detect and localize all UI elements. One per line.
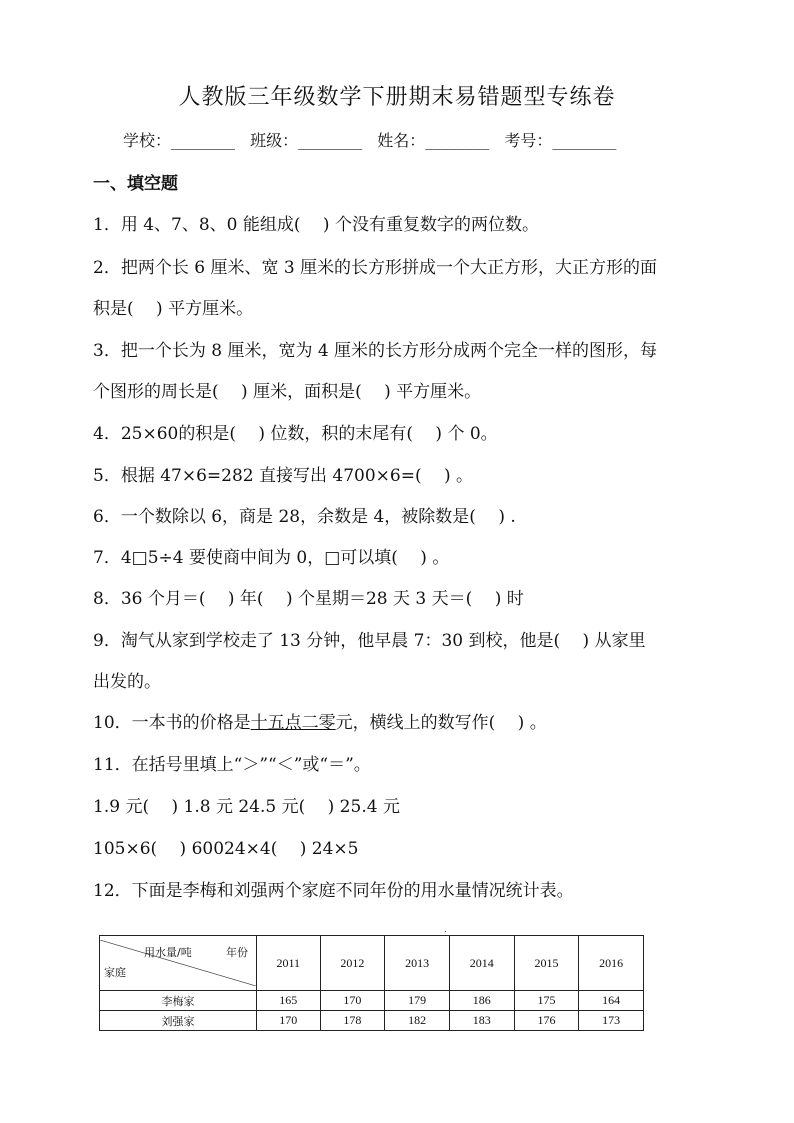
question-10-prefix: 10．一本书的价格是 [93, 713, 251, 733]
value-cell: 173 [579, 1011, 644, 1031]
table-row [100, 1011, 644, 1031]
question-10-underlined: 十五点二零 [250, 713, 336, 733]
question-1: 1．用 4、7、8、0 能组成( ) 个没有重复数字的两位数。 [93, 215, 539, 235]
value-cell: 175 [514, 991, 579, 1011]
water-usage-table [99, 935, 644, 1031]
value-cell: 178 [320, 1011, 385, 1031]
value-cell: 179 [385, 991, 450, 1011]
header-year-label: 年份 [226, 946, 248, 960]
value-cell: 182 [385, 1011, 450, 1031]
page-title: 人教版三年级数学下册期末易错题型专练卷 [178, 85, 616, 110]
year-cell: 2013 [385, 936, 450, 991]
value-cell: 165 [257, 991, 321, 1011]
table-header-row [100, 936, 644, 991]
value-cell: 183 [449, 1011, 514, 1031]
class-field: 班级：________ [250, 131, 363, 150]
year-cell: 2014 [449, 936, 514, 991]
number-field: 考号：________ [504, 131, 617, 150]
header-family-label: 家庭 [104, 966, 126, 980]
student-info-line [123, 128, 626, 151]
name-field: 姓名：________ [377, 131, 490, 150]
header-water-label: 用水量/吨 [144, 946, 192, 960]
question-6: 6．一个数除以 6，商是 28，余数是 4，被除数是( ) . [93, 507, 516, 527]
school-field: 学校：________ [123, 131, 236, 150]
question-9-line-1: 9．淘气从家到学校走了 13 分钟，他早晨 7：30 到校，他是( ) 从家里 [93, 631, 646, 651]
question-11-row-1: 1.9 元( ) 1.8 元 24.5 元( ) 25.4 元 [93, 797, 400, 817]
header-diagonal-cell [100, 936, 257, 991]
family-cell: 刘强家 [100, 1011, 257, 1031]
question-8: 8．36 个月＝( ) 年( ) 个星期＝28 天 3 天＝( ) 时 [93, 589, 524, 609]
stray-dot: . [444, 925, 447, 934]
value-cell: 170 [320, 991, 385, 1011]
question-3-line-2: 个图形的周长是( ) 厘米，面积是( ) 平方厘米。 [93, 382, 482, 402]
year-cell: 2012 [320, 936, 385, 991]
question-10-suffix: 元，横线上的数写作( ) 。 [335, 713, 547, 733]
question-7: 7．4□5÷4 要使商中间为 0，□可以填( ) 。 [93, 548, 450, 568]
question-4: 4．25×60的积是( ) 位数，积的末尾有( ) 个 0。 [93, 424, 498, 444]
question-12: 12．下面是李梅和刘强两个家庭不同年份的用水量情况统计表。 [93, 881, 574, 901]
value-cell: 186 [449, 991, 514, 1011]
year-cell: 2016 [579, 936, 644, 991]
question-9-line-2: 出发的。 [93, 672, 161, 692]
year-cell: 2015 [514, 936, 579, 991]
question-5: 5．根据 47×6=282 直接写出 4700×6=( ) 。 [93, 466, 474, 486]
section-heading: 一、填空题 [93, 174, 178, 194]
family-cell: 李梅家 [100, 991, 257, 1011]
value-cell: 164 [579, 991, 644, 1011]
question-3-line-1: 3．把一个长为 8 厘米，宽为 4 厘米的长方形分成两个完全一样的图形，每 [93, 341, 658, 361]
question-2-line-1: 2．把两个长 6 厘米、宽 3 厘米的长方形拼成一个大正方形，大正方形的面 [93, 258, 658, 278]
question-11-row-2: 105×6( ) 60024×4( ) 24×5 [93, 839, 359, 859]
table-row [100, 991, 644, 1011]
value-cell: 170 [257, 1011, 321, 1031]
question-11: 11．在括号里填上“＞”“＜”或“＝”。 [93, 755, 371, 775]
year-cell: 2011 [257, 936, 321, 991]
question-10 [93, 708, 547, 733]
question-2-line-2: 积是( ) 平方厘米。 [93, 299, 254, 319]
value-cell: 176 [514, 1011, 579, 1031]
